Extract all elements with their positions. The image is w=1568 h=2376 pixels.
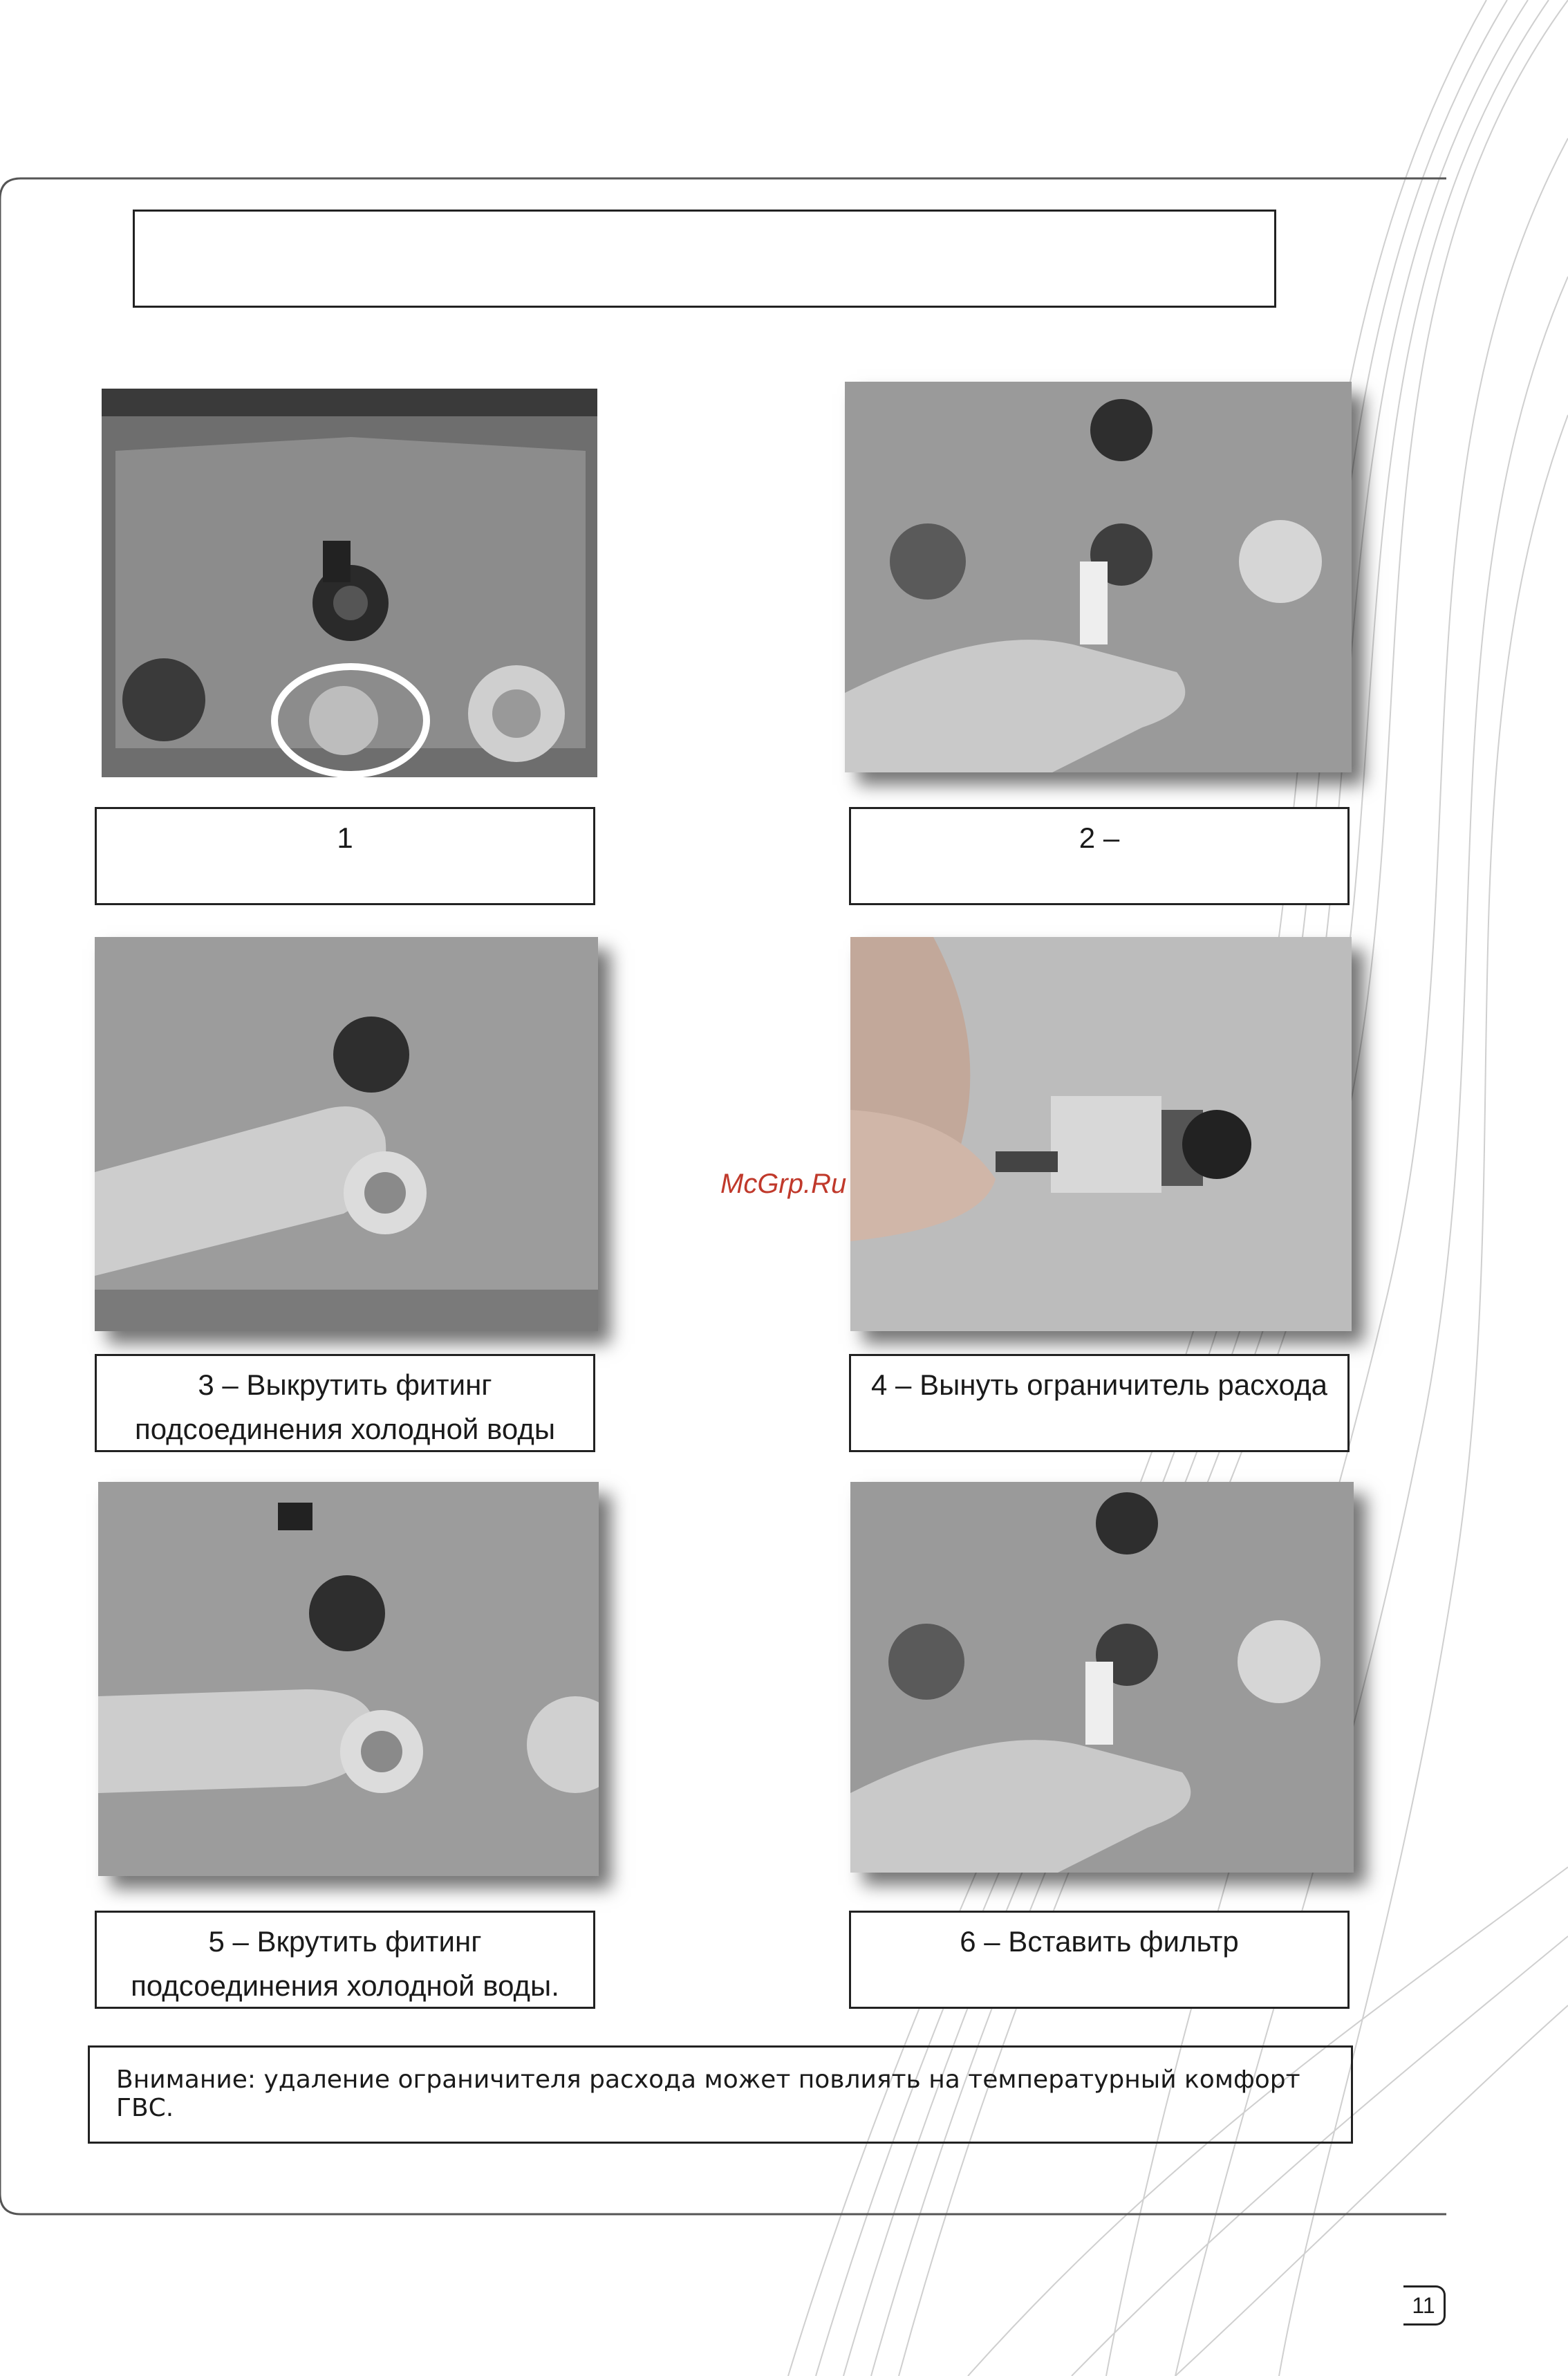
- caption-step-3: [95, 1354, 595, 1452]
- wrench-unscrew-image: [95, 937, 598, 1331]
- watermark-text: McGrp.Ru: [720, 1169, 847, 1199]
- photo-step-2: [845, 382, 1352, 772]
- caption-step-4-line1: 4 – Вынуть ограничитель расхода: [871, 1368, 1327, 1401]
- caption-step-3-line1: 3 – Выкрутить фитинг: [198, 1368, 492, 1401]
- warning-note: Внимание: удаление ограничителя расхода может повлиять на температурный комфорт ГВС.: [88, 2045, 1353, 2144]
- caption-step-6-line1: 6 – Вставить фильтр: [960, 1925, 1239, 1958]
- caption-step-1-line1: 1: [337, 822, 353, 854]
- caption-step-4: [849, 1354, 1350, 1452]
- photo-step-5: [98, 1482, 599, 1876]
- insert-filter-image: [850, 1482, 1354, 1873]
- title-box: [133, 210, 1276, 308]
- wrench-screw-image: [98, 1482, 599, 1876]
- photo-step-1: [102, 389, 597, 777]
- caption-step-6: [849, 1911, 1350, 2009]
- boiler-underside-image: [102, 389, 597, 777]
- caption-step-3-line2: подсоединения холодной воды: [134, 1413, 556, 1445]
- page-number: 11: [1403, 2285, 1446, 2326]
- caption-step-5-line1: 5 – Вкрутить фитинг: [208, 1925, 482, 1958]
- photo-step-3: [95, 937, 598, 1331]
- photo-step-4: [850, 937, 1352, 1331]
- caption-step-2: [849, 807, 1350, 905]
- caption-step-2-line1: 2 –: [1079, 822, 1120, 854]
- caption-step-5: [95, 1911, 595, 2009]
- caption-step-5-line2: подсоединения холодной воды.: [131, 1969, 559, 2002]
- remove-filter-image: [845, 382, 1352, 772]
- photo-step-6: [850, 1482, 1354, 1873]
- flow-limiter-image: [850, 937, 1352, 1331]
- caption-step-1: [95, 807, 595, 905]
